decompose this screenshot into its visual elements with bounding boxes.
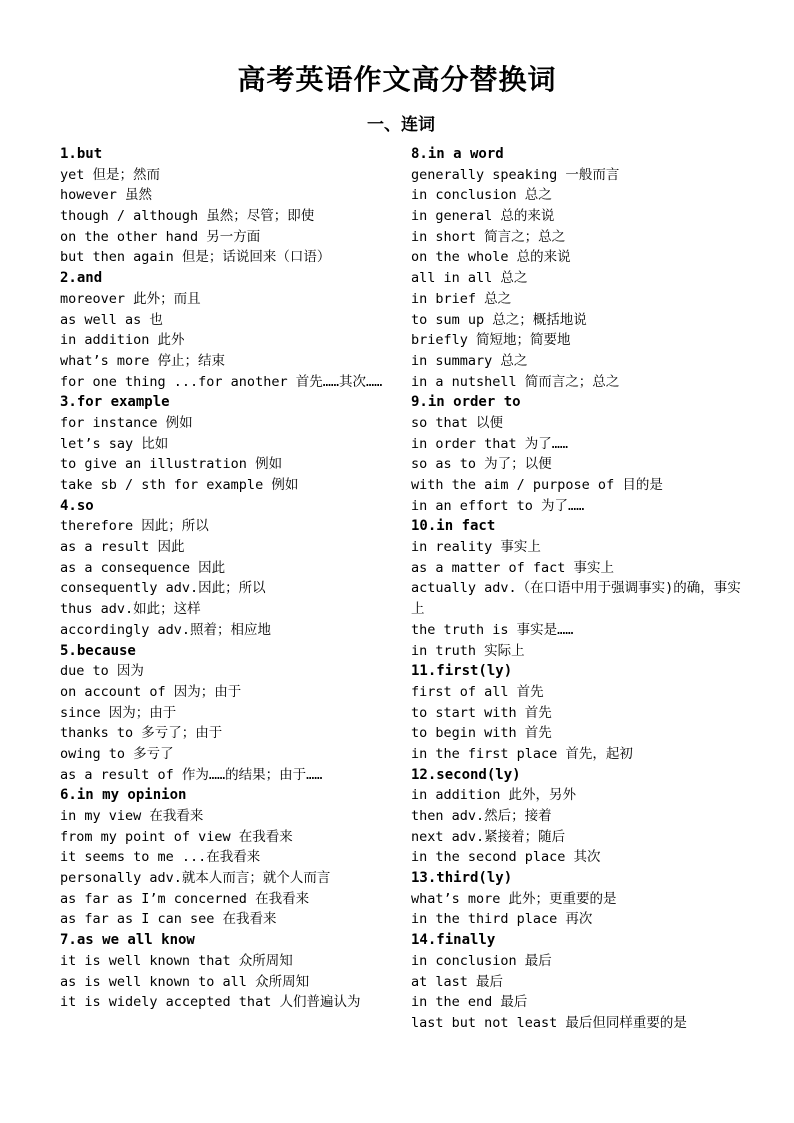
phrase-entry: since 因为；由于: [60, 704, 177, 721]
phrase-entry: for instance 例如: [60, 414, 193, 431]
phrase-entry: in a nutshell 简而言之；总之: [411, 373, 620, 390]
phrase-entry: in the first place 首先，起初: [411, 745, 633, 762]
phrase-entry: in short 简言之；总之: [411, 228, 566, 245]
phrase-entry: therefore 因此；所以: [60, 518, 209, 535]
phrase-entry: with the aim / purpose of 目的是: [411, 477, 663, 493]
phrase-entry: let’s say 比如: [60, 435, 169, 452]
phrase-entry: first of all 首先: [411, 683, 544, 700]
phrase-entry: as a matter of fact 事实上: [411, 559, 615, 576]
phrase-entry: as a consequence 因此: [60, 559, 226, 576]
phrase-entry: so that 以便: [411, 414, 504, 431]
phrase-entry: in the second place 其次: [411, 849, 601, 866]
phrase-entry: in conclusion 总之: [411, 187, 552, 204]
phrase-entry: in the third place 再次: [411, 911, 593, 928]
phrase-entry: on the other hand 另一方面: [60, 228, 261, 245]
phrase-entry: last but not least 最后但同样重要的是: [411, 1014, 687, 1031]
phrase-entry: in an effort to 为了……: [411, 497, 585, 514]
phrase-entry: as is well known to all 众所周知: [60, 973, 310, 990]
phrase-entry: as far as I can see 在我看来: [60, 911, 277, 928]
phrase-entry: on account of 因为；由于: [60, 683, 242, 700]
group-heading: 9.in order to: [411, 394, 521, 411]
group-heading: 10.in fact: [411, 518, 496, 535]
phrase-entry: as well as 也: [60, 311, 163, 328]
group-heading: 8.in a word: [411, 146, 504, 162]
phrase-entry: in reality 事实上: [411, 539, 541, 556]
group-heading: 3.for example: [60, 394, 170, 411]
phrase-entry: to begin with 首先: [411, 725, 552, 742]
phrase-entry: in order that 为了……: [411, 435, 569, 452]
phrase-entry: in addition 此外，另外: [411, 787, 577, 804]
group-heading: 5.because: [60, 642, 136, 659]
phrase-entry: as a result of 作为……的结果；由于……: [60, 766, 323, 783]
phrase-entry: to start with 首先: [411, 704, 552, 721]
phrase-entry: but then again 但是；话说回来（口语）: [60, 249, 331, 266]
phrase-entry: on the whole 总的来说: [411, 249, 571, 266]
phrase-entry: yet 但是；然而: [60, 166, 161, 183]
group-heading: 13.third(ly): [411, 870, 513, 887]
phrase-entry: it is well known that 众所周知: [60, 952, 293, 969]
phrase-entry: in truth 实际上: [411, 642, 525, 659]
phrase-entry: what’s more 此外；更重要的是: [411, 890, 617, 907]
phrase-entry: what’s more 停止；结束: [60, 352, 226, 369]
group-heading: 7.as we all know: [60, 932, 195, 949]
phrase-entry: actually adv.（在口语中用于强调事实)的确，事实上: [411, 580, 741, 618]
group-heading: 14.finally: [411, 932, 496, 949]
phrase-entry: in conclusion 最后: [411, 952, 552, 969]
section-title: 一、连词: [367, 115, 435, 135]
phrase-entry: all in all 总之: [411, 270, 528, 287]
phrase-entry: to sum up 总之；概括地说: [411, 311, 587, 328]
phrase-entry: it is widely accepted that 人们普遍认为: [60, 994, 361, 1011]
phrase-entry: owing to 多亏了: [60, 745, 174, 762]
phrase-entry: moreover 此外；而且: [60, 290, 201, 307]
phrase-entry: in general 总的来说: [411, 208, 555, 225]
phrase-entry: thus adv.如此；这样: [60, 601, 201, 618]
phrase-entry: in addition 此外: [60, 332, 185, 349]
phrase-entry: the truth is 事实是……: [411, 621, 574, 638]
phrase-entry: then adv.然后；接着: [411, 808, 552, 825]
phrase-entry: take sb / sth for example 例如: [60, 477, 299, 494]
phrase-entry: for one thing ...for another 首先……其次……: [60, 373, 383, 390]
phrase-entry: at last 最后: [411, 973, 504, 990]
phrase-entry: in summary 总之: [411, 352, 528, 369]
phrase-entry: however 虽然: [60, 187, 153, 204]
phrase-entry: consequently adv.因此；所以: [60, 580, 266, 597]
page-title: 高考英语作文高分替换词: [237, 63, 557, 96]
group-heading: 2.and: [60, 270, 103, 287]
phrase-entry: in my view 在我看来: [60, 808, 204, 825]
group-heading: 1.but: [60, 146, 103, 162]
group-heading: 4.so: [60, 497, 94, 514]
group-heading: 11.first(ly): [411, 663, 513, 680]
group-heading: 6.in my opinion: [60, 787, 187, 804]
phrase-entry: thanks to 多亏了；由于: [60, 725, 223, 742]
phrase-entry: it seems to me ...在我看来: [60, 849, 261, 866]
phrase-entry: generally speaking 一般而言: [411, 166, 620, 183]
phrase-entry: personally adv.就本人而言；就个人而言: [60, 870, 331, 887]
phrase-entry: from my point of view 在我看来: [60, 828, 293, 845]
phrase-entry: in the end 最后: [411, 994, 528, 1011]
group-heading: 12.second(ly): [411, 766, 521, 783]
phrase-entry: though / although 虽然；尽管；即使: [60, 208, 315, 225]
phrase-entry: next adv.紧接着；随后: [411, 828, 566, 845]
phrase-entry: due to 因为: [60, 663, 144, 680]
phrase-entry: so as to 为了；以便: [411, 456, 552, 473]
phrase-entry: to give an illustration 例如: [60, 456, 283, 473]
right-column: [411, 144, 746, 1034]
phrase-entry: in brief 总之: [411, 290, 512, 307]
phrase-entry: accordingly adv.照着；相应地: [60, 621, 272, 638]
left-column: [60, 144, 385, 1013]
phrase-entry: as a result 因此: [60, 539, 185, 556]
phrase-entry: briefly 简短地；简要地: [411, 332, 571, 349]
phrase-entry: as far as I’m concerned 在我看来: [60, 890, 310, 907]
